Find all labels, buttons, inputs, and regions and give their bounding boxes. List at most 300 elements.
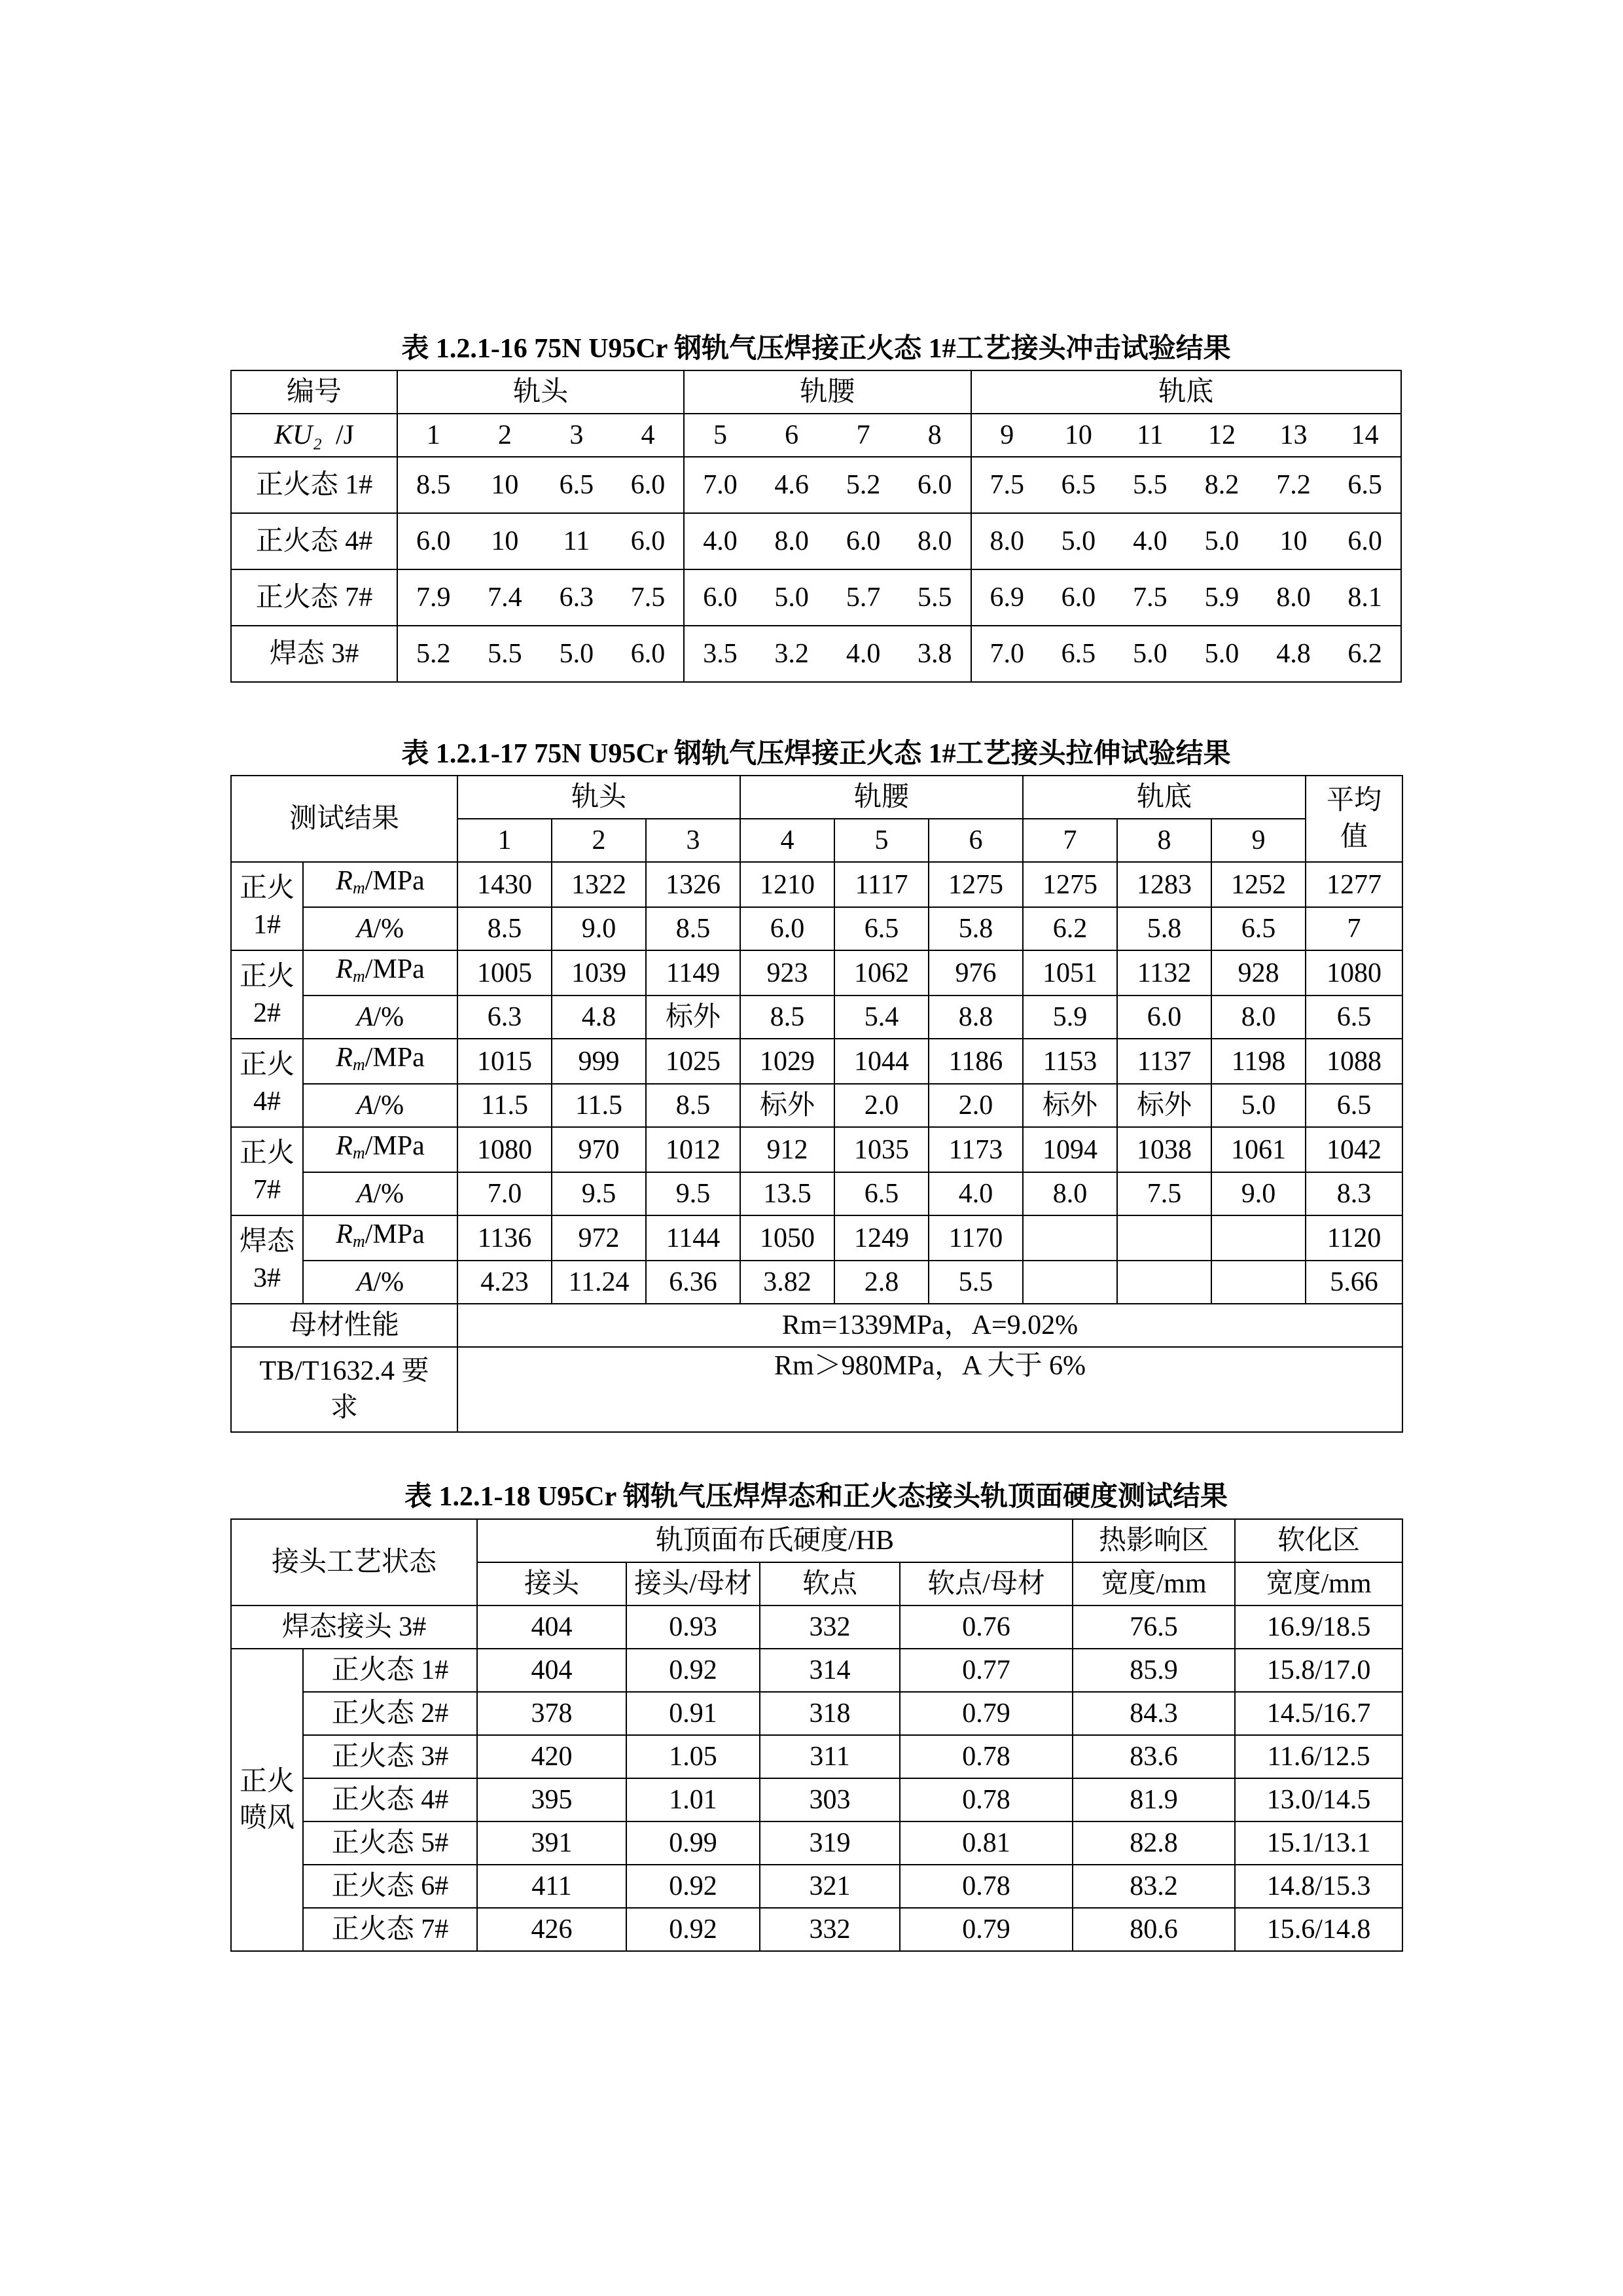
column-number: 6 [929,819,1023,862]
average-cell: 1042 [1306,1127,1402,1172]
row-label: 正火态 6# [303,1865,477,1908]
column-number: 4 [613,414,685,457]
table-cell: 1198 [1211,1039,1306,1084]
elongation-label: A/% [303,1261,457,1304]
sub-header: 软点 [760,1562,900,1605]
table-cell: 7.5 [1115,569,1186,626]
table-cell: 0.78 [900,1735,1073,1778]
table-row [231,457,1401,513]
table-cell: 1170 [929,1215,1023,1261]
row-label: 正火态 4# [231,513,397,569]
rm-label: $R_m$/MPa [303,1039,457,1084]
table-cell: 10 [1258,513,1330,569]
table-cell: 6.0 [613,513,685,569]
table-cell: 5.7 [827,569,899,626]
table-cell: 1149 [646,950,740,996]
table-cell: 7.5 [613,569,685,626]
table-row [231,907,1402,950]
table-cell: 928 [1211,950,1306,996]
table-cell: 6.3 [457,996,552,1039]
column-number: 4 [740,819,834,862]
table-row [231,513,1401,569]
table-cell: 5.0 [1211,1084,1306,1127]
table-cell [1211,1215,1306,1261]
table-cell: 9.0 [552,907,646,950]
table-cell: 0.92 [626,1908,760,1951]
column-number: 3 [646,819,740,862]
soft-header-2: 宽度/mm [1235,1562,1402,1605]
table-cell: 5.0 [541,626,613,682]
haz-header-2: 宽度/mm [1073,1562,1235,1605]
table-cell: 4.23 [457,1261,552,1304]
table-cell: 6.0 [740,907,834,950]
table-cell: 6.5 [834,1172,929,1215]
base-material-value: Rm=1339MPa，A=9.02% [457,1304,1402,1347]
row-label: 正火态 7# [303,1908,477,1951]
table-cell: 4.0 [1115,513,1186,569]
table-cell: 标外 [740,1084,834,1127]
table-cell: 8.0 [1258,569,1330,626]
table-cell: 4.0 [929,1172,1023,1215]
table-cell: 4.0 [827,626,899,682]
group-label: 正火 喷风 [231,1649,303,1951]
table-row [231,1172,1402,1215]
table-cell: 6.0 [684,569,756,626]
table-cell: 311 [760,1735,900,1778]
table-row [231,1261,1402,1304]
table-cell: 1.05 [626,1735,760,1778]
table-cell: 0.79 [900,1908,1073,1951]
average-cell: 6.5 [1306,996,1402,1039]
table-cell: 3.5 [684,626,756,682]
table-cell: 1062 [834,950,929,996]
table-cell: 11.6/12.5 [1235,1735,1402,1778]
column-number: 6 [756,414,828,457]
table-row [231,1084,1402,1127]
group-header: 轨腰 [684,370,971,414]
table-cell: 332 [760,1605,900,1649]
table-cell: 391 [477,1821,626,1865]
column-number: 12 [1186,414,1258,457]
column-number: 10 [1043,414,1115,457]
column-number: 8 [1117,819,1211,862]
table-cell: 1.01 [626,1778,760,1821]
table-row [231,1821,1402,1865]
table-cell: 1005 [457,950,552,996]
table-cell: 8.2 [1186,457,1258,513]
table-cell: 4.0 [684,513,756,569]
column-number: 14 [1329,414,1401,457]
hardness-test-table [230,1518,1403,1952]
table-cell: 1136 [457,1215,552,1261]
elongation-label: A/% [303,1084,457,1127]
sub-header: 接头 [477,1562,626,1605]
table-cell: 9.5 [552,1172,646,1215]
table-cell: 303 [760,1778,900,1821]
table-cell: 8.5 [740,996,834,1039]
table-cell: 1252 [1211,862,1306,907]
table18-caption: 表 1.2.1-18 U95Cr 钢轨气压焊焊态和正火态接头轨顶面硬度测试结果 [404,1482,1228,1512]
average-cell: 1277 [1306,862,1402,907]
table-cell: 1051 [1023,950,1117,996]
table-cell: 420 [477,1735,626,1778]
group-header: 轨头 [457,776,740,819]
column-number: 9 [971,414,1043,457]
table-cell: 5.5 [1115,457,1186,513]
average-cell: 1120 [1306,1215,1402,1261]
table-cell: 6.0 [613,626,685,682]
table-cell: 15.1/13.1 [1235,1821,1402,1865]
elongation-label: A/% [303,1172,457,1215]
column-number: 5 [684,414,756,457]
row-label: 正火态 2# [303,1692,477,1735]
table-cell: 6.0 [613,457,685,513]
requirement-label: TB/T1632.4 要 求 [231,1347,457,1432]
table-cell: 5.0 [1186,626,1258,682]
table-cell: 9.5 [646,1172,740,1215]
table-cell: 11.24 [552,1261,646,1304]
table-cell: 8.5 [646,907,740,950]
soft-header-1: 软化区 [1235,1519,1402,1562]
row-label: 正火态 7# [231,569,397,626]
table-cell: 82.8 [1073,1821,1235,1865]
table-cell: 319 [760,1821,900,1865]
table-cell: 76.5 [1073,1605,1235,1649]
table-cell: 1173 [929,1127,1023,1172]
table-cell: 0.76 [900,1605,1073,1649]
table-cell: 5.9 [1186,569,1258,626]
table-row [231,1908,1402,1951]
table-cell: 1275 [929,862,1023,907]
table-cell: 1117 [834,862,929,907]
table-row [231,1215,1402,1261]
table-cell: 3.8 [899,626,971,682]
column-number: 9 [1211,819,1306,862]
table-cell: 标外 [1023,1084,1117,1127]
row-label: 正火态 1# [231,457,397,513]
table-cell: 6.36 [646,1261,740,1304]
table-cell: 1015 [457,1039,552,1084]
table-cell: 999 [552,1039,646,1084]
table-cell: 6.5 [834,907,929,950]
column-number: 3 [541,414,613,457]
table-cell: 3.2 [756,626,828,682]
table-cell: 5.0 [756,569,828,626]
table-cell: 1430 [457,862,552,907]
table-cell: 5.5 [469,626,541,682]
table-cell: 970 [552,1127,646,1172]
table-cell: 5.5 [899,569,971,626]
sample-label: 正火 4# [231,1039,303,1127]
ku-label: KU₂ /J [231,414,397,457]
sample-label: 正火 1# [231,862,303,950]
table-cell: 0.92 [626,1865,760,1908]
table-row [231,1778,1402,1821]
table-cell: 10 [469,457,541,513]
table-cell: 1186 [929,1039,1023,1084]
table-cell: 8.5 [646,1084,740,1127]
row-label: 正火态 4# [303,1778,477,1821]
average-cell: 8.3 [1306,1172,1402,1215]
column-number: 2 [469,414,541,457]
table16-caption: 表 1.2.1-16 75N U95Cr 钢轨气压焊接正火态 1#工艺接头冲击试验结果 [401,334,1231,364]
sub-header: 接头/母材 [626,1562,760,1605]
column-number: 7 [1023,819,1117,862]
table-cell: 378 [477,1692,626,1735]
table-cell: 1094 [1023,1127,1117,1172]
sample-label: 正火 2# [231,950,303,1039]
state-header: 接头工艺状态 [231,1519,477,1605]
table-cell: 1137 [1117,1039,1211,1084]
table-cell: 4.8 [1258,626,1330,682]
table-cell: 411 [477,1865,626,1908]
table-cell: 10 [469,513,541,569]
table-cell: 8.5 [397,457,469,513]
table-cell: 6.5 [1329,457,1401,513]
table-cell: 1132 [1117,950,1211,996]
table-cell: 80.6 [1073,1908,1235,1951]
tensile-test-table [230,775,1403,1433]
table-cell: 1080 [457,1127,552,1172]
table-cell [1117,1261,1211,1304]
table-cell: 8.0 [971,513,1043,569]
table-cell: 1039 [552,950,646,996]
table-cell: 84.3 [1073,1692,1235,1735]
table-cell: 16.9/18.5 [1235,1605,1402,1649]
average-cell: 1080 [1306,950,1402,996]
table-cell: 923 [740,950,834,996]
table-cell: 1050 [740,1215,834,1261]
table-cell [1023,1215,1117,1261]
table-cell: 332 [760,1908,900,1951]
table-cell: 6.5 [541,457,613,513]
table-row [231,1692,1402,1735]
column-number: 1 [457,819,552,862]
table-cell: 5.9 [1023,996,1117,1039]
table-cell: 1153 [1023,1039,1117,1084]
table-cell: 2.8 [834,1261,929,1304]
table-cell: 0.79 [900,1692,1073,1735]
table-cell: 85.9 [1073,1649,1235,1692]
table-cell: 6.3 [541,569,613,626]
table-cell: 1038 [1117,1127,1211,1172]
table-cell: 6.0 [899,457,971,513]
column-number: 13 [1258,414,1330,457]
table-row [231,569,1401,626]
table-cell: 1029 [740,1039,834,1084]
hardness-header: 轨顶面布氏硬度/HB [477,1519,1073,1562]
table-cell: 318 [760,1692,900,1735]
table-cell: 972 [552,1215,646,1261]
table-cell: 314 [760,1649,900,1692]
table-cell: 404 [477,1649,626,1692]
table-cell: 8.0 [1211,996,1306,1039]
table-cell: 5.0 [1043,513,1115,569]
table-cell: 7.4 [469,569,541,626]
table-cell: 3.82 [740,1261,834,1304]
table-cell: 8.0 [1023,1172,1117,1215]
table-cell: 1275 [1023,862,1117,907]
table-cell: 7.5 [971,457,1043,513]
id-header: 编号 [231,370,397,414]
table-cell: 1249 [834,1215,929,1261]
table-cell: 1012 [646,1127,740,1172]
table-cell: 14.8/15.3 [1235,1865,1402,1908]
average-cell: 5.66 [1306,1261,1402,1304]
table-cell: 404 [477,1605,626,1649]
results-header: 测试结果 [231,776,457,862]
rm-label: $R_m$/MPa [303,1127,457,1172]
table-cell: 321 [760,1865,900,1908]
table-cell: 11.5 [457,1084,552,1127]
table-cell: 426 [477,1908,626,1951]
table-cell: 13.0/14.5 [1235,1778,1402,1821]
table-cell: 6.5 [1043,457,1115,513]
table-cell: 15.8/17.0 [1235,1649,1402,1692]
average-header: 平均 值 [1306,776,1402,862]
group-header: 轨底 [1023,776,1306,819]
column-number: 2 [552,819,646,862]
table-cell: 4.6 [756,457,828,513]
table-cell: 0.92 [626,1649,760,1692]
row-label: 正火态 1# [303,1649,477,1692]
table-cell: 5.2 [827,457,899,513]
table-cell: 6.0 [397,513,469,569]
table-cell: 7.0 [971,626,1043,682]
table-cell: 1144 [646,1215,740,1261]
table-cell: 8.1 [1329,569,1401,626]
table-cell: 976 [929,950,1023,996]
sample-label: 焊态 3# [231,1215,303,1304]
table-cell: 标外 [646,996,740,1039]
column-number: 5 [834,819,929,862]
table-row [231,1605,1402,1649]
table-cell: 11 [541,513,613,569]
requirement-value: Rm＞980MPa，A 大于 6% [457,1347,1402,1432]
group-header: 轨头 [397,370,684,414]
table-cell: 11.5 [552,1084,646,1127]
table-row [231,1127,1402,1172]
table-cell: 6.0 [1117,996,1211,1039]
sub-header: 软点/母材 [900,1562,1073,1605]
table-cell: 5.8 [1117,907,1211,950]
column-number: 8 [899,414,971,457]
table-cell: 395 [477,1778,626,1821]
table-cell: 1326 [646,862,740,907]
table-row [231,950,1402,996]
table-cell: 6.2 [1329,626,1401,682]
table-cell: 1283 [1117,862,1211,907]
table-cell: 6.5 [1211,907,1306,950]
table-cell: 8.0 [756,513,828,569]
table-cell: 7.5 [1117,1172,1211,1215]
average-cell: 7 [1306,907,1402,950]
rm-label: $R_m$/MPa [303,1215,457,1261]
table-cell: 6.0 [1329,513,1401,569]
table-row [231,1039,1402,1084]
elongation-label: A/% [303,907,457,950]
average-cell: 6.5 [1306,1084,1402,1127]
table-cell: 7.2 [1258,457,1330,513]
average-cell: 1088 [1306,1039,1402,1084]
row-label: 正火态 3# [303,1735,477,1778]
table-row [231,862,1402,907]
table-cell: 1210 [740,862,834,907]
table-cell: 0.93 [626,1605,760,1649]
table-cell: 5.2 [397,626,469,682]
table-row [231,626,1401,682]
table-cell: 13.5 [740,1172,834,1215]
table-cell: 0.81 [900,1821,1073,1865]
table-cell: 1035 [834,1127,929,1172]
table17-caption: 表 1.2.1-17 75N U95Cr 钢轨气压焊接正火态 1#工艺接头拉伸试验结果 [401,739,1231,769]
table-cell: 6.2 [1023,907,1117,950]
rm-label: $R_m$/MPa [303,950,457,996]
table-cell: 1061 [1211,1127,1306,1172]
table-cell: 14.5/16.7 [1235,1692,1402,1735]
table-cell: 83.6 [1073,1735,1235,1778]
table-cell: 6.0 [1043,569,1115,626]
base-material-label: 母材性能 [231,1304,457,1347]
table-cell: 5.5 [929,1261,1023,1304]
group-header: 轨底 [971,370,1402,414]
table-cell: 1044 [834,1039,929,1084]
column-number: 1 [397,414,469,457]
column-number: 11 [1115,414,1186,457]
table-cell: 0.78 [900,1865,1073,1908]
table-cell: 标外 [1117,1084,1211,1127]
table-row [231,1735,1402,1778]
table-cell: 0.78 [900,1778,1073,1821]
table-cell: 0.99 [626,1821,760,1865]
column-number: 7 [827,414,899,457]
table-cell: 8.8 [929,996,1023,1039]
table-row [231,1649,1402,1692]
table-cell: 2.0 [834,1084,929,1127]
impact-test-table [230,370,1402,683]
table-cell: 6.0 [827,513,899,569]
haz-header-1: 热影响区 [1073,1519,1235,1562]
table-cell: 4.8 [552,996,646,1039]
table-cell: 8.0 [899,513,971,569]
elongation-label: A/% [303,996,457,1039]
table-cell [1023,1261,1117,1304]
table-cell: 7.0 [684,457,756,513]
table-cell: 7.0 [457,1172,552,1215]
table-cell: 5.8 [929,907,1023,950]
table-cell: 6.5 [1043,626,1115,682]
table-cell: 15.6/14.8 [1235,1908,1402,1951]
table-cell: 5.4 [834,996,929,1039]
row-label: 正火态 5# [303,1821,477,1865]
table-cell: 912 [740,1127,834,1172]
table-cell: 1322 [552,862,646,907]
table-cell [1211,1261,1306,1304]
table-cell: 2.0 [929,1084,1023,1127]
table-cell: 6.9 [971,569,1043,626]
table-row [231,996,1402,1039]
table-cell: 8.5 [457,907,552,950]
table-row [231,1865,1402,1908]
table-cell: 1025 [646,1039,740,1084]
table-cell: 7.9 [397,569,469,626]
table-cell: 5.0 [1186,513,1258,569]
group-header: 轨腰 [740,776,1023,819]
table-cell: 81.9 [1073,1778,1235,1821]
table-cell: 83.2 [1073,1865,1235,1908]
sample-label: 正火 7# [231,1127,303,1215]
table-cell: 0.77 [900,1649,1073,1692]
